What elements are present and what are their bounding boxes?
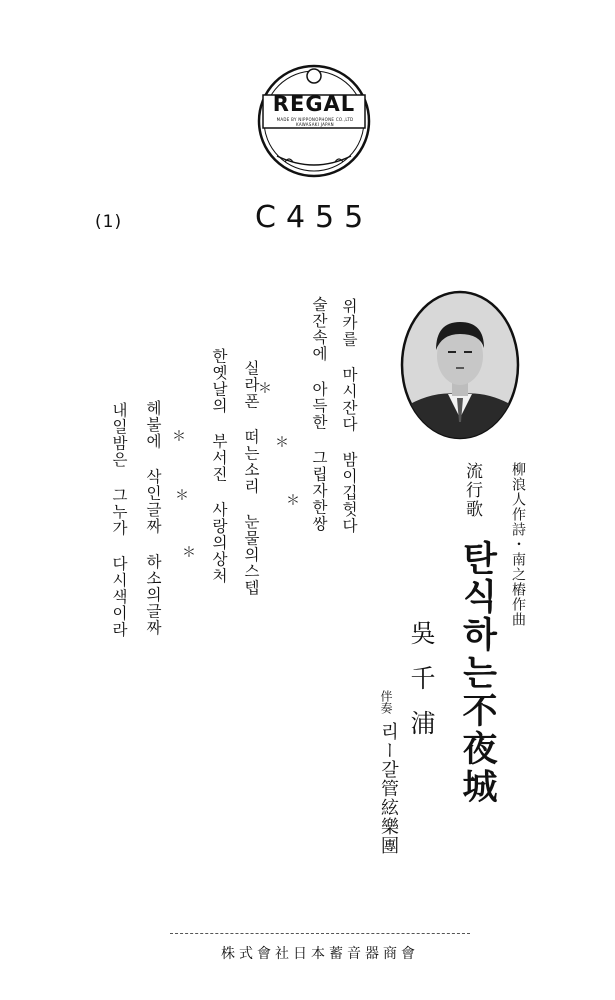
song-genre: 流行歌 xyxy=(462,462,482,519)
side-number: (1) xyxy=(95,212,123,232)
accompaniment-label: 伴奏 xyxy=(379,690,393,714)
verse-separator-mark: ＊ xyxy=(175,488,189,504)
verse-separator-mark: ＊ xyxy=(286,493,300,509)
verse-separator-mark: ＊ xyxy=(275,435,289,451)
lyric-line: 한옛날의 부서진 사랑의상처 xyxy=(210,348,228,584)
lyric-line: 실라폰 떠는소리 눈물의스텝 xyxy=(242,360,260,596)
accompaniment-name: 리ー갈管絃樂團 xyxy=(378,722,399,855)
catalog-number: C455 xyxy=(255,200,374,235)
lyric-line: 헤불에 삭인글짜 하소의글짜 xyxy=(144,400,162,636)
lyric-line: 내일밤은 그누가 다시색이라 xyxy=(110,402,128,638)
lyric-line: 위카를 마시잔다 밤이깁헛다 xyxy=(340,298,358,534)
verse-separator-mark: ＊ xyxy=(258,381,272,397)
footer-divider xyxy=(170,933,470,934)
singer-portrait-icon xyxy=(400,290,520,440)
composer-credits: 柳浪人作詩・南之樁作曲 xyxy=(510,462,526,627)
verse-separator-mark: ＊ xyxy=(182,545,196,561)
logo-brand-text: REGAL xyxy=(272,92,356,116)
song-title: 탄식하는不夜城 xyxy=(457,540,498,806)
singer-name: 吳千浦 xyxy=(407,620,436,755)
lyric-line: 술잔속에 아득한 그립자한쌍 xyxy=(310,296,328,532)
publisher-name: 株式會社日本蓄音器商會 xyxy=(221,946,419,962)
logo-subtext: MADE BY NIPPONOPHONE CO.,LTD KAWASAKI JAPAN xyxy=(276,117,354,127)
verse-separator-mark: ＊ xyxy=(172,429,186,445)
